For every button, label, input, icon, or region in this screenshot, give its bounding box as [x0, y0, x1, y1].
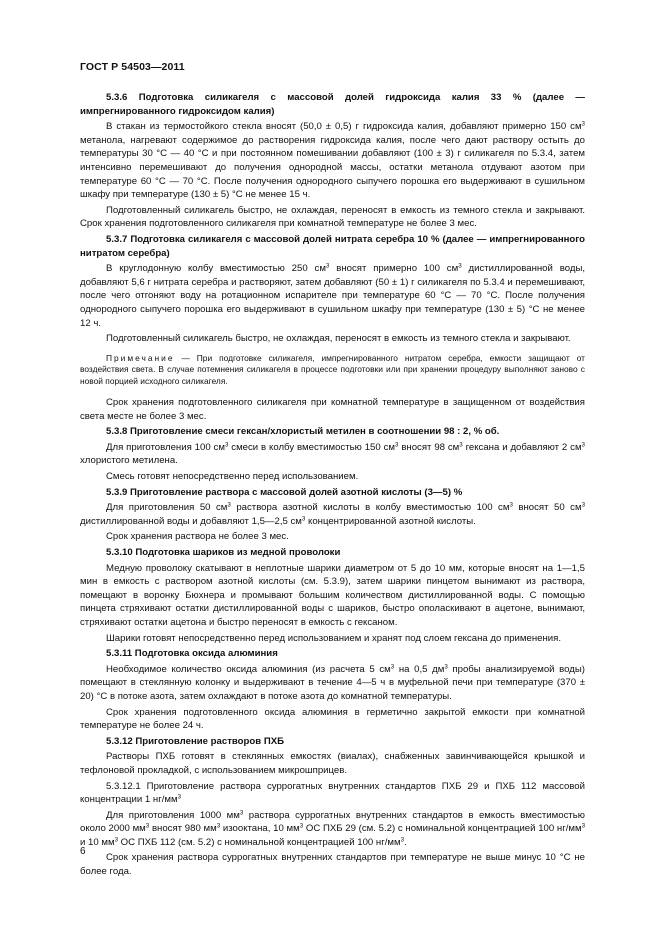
section-5-3-10-paragraph-2: Шарики готовят непосредственно перед использованием и хранят под слоем гексана до применения.: [106, 632, 561, 644]
section-5-3-12-paragraph-3: Для приготовления 1000 $мм^3$ раствора суррогатных внутренних стандартов в емкость вместимостью около 2000 $мм^3$ вносят 980 $мм^3$ изооктана, 10 $мм^3$ ОС ПХБ 29 (см. 5.2) с номинальной концентрацией 100 $нг/мм^3$ и 10 $мм^3$ ОС ПХБ 112 (см. 5.2) с номинальной концентрацией 100 $нг/мм^3$.: [80, 809, 586, 848]
document-header: ГОСТ Р 54503—2011: [80, 61, 185, 73]
section-5-3-6-paragraph-1: В стакан из термостойкого стекла вносят (50,0 ± 0,5) г гидроксида калия, добавляют примерно 150 $см^3$ метанола, нагревают содержимое до растворения гидроксида калия, после чего дают раствору остыть до температуры 30 °С — 40 °С и при постоянном помешивании добавляют (100 ± 3) г силикагеля по 5.3.4, затем интенсивно перемешивают до получения однородной массы, остатки метанола отдувают азотом при температуре 60 °С — 70 °С. После получения однородного сыпучего порошка его выдерживают в сушильном шкафу при температуре (130 ± 5) °С не менее 15 ч.: [80, 120, 585, 201]
section-5-3-10-paragraph-1: Медную проволоку скатывают в неплотные шарики диаметром от 5 до 10 мм, которые вносят на 1—1,5 мин в емкость с раствором азотной кислоты (см. 5.3.9), затем шарики пинцетом вынимают из раствора, помещают в воронку Бюхнера и промывают большим количеством дистиллированной воды. С помощью пинцета стряхивают остатки дистиллированной воды с шариков, быстро ополаскивают в ацетоне, вынимают, стряхивают остатки ацетона и быстро переносят в емкость с гексаном.: [80, 562, 585, 628]
page-number: 6: [80, 846, 86, 857]
note-text: — При подготовке силикагеля, импрегнированного нитратом серебра, емкости защищают от воздействия света. В случае потемнения силикагеля в процессе подготовки или при хранении процедуру выполняют заново с новой порцией исходного силикагеля.: [80, 352, 585, 387]
section-5-3-10-heading: 5.3.10 Подготовка шариков из медной проволоки: [106, 547, 341, 559]
section-5-3-6-heading: 5.3.6 Подготовка силикагеля с массовой долей гидроксида калия 33 % (далее — импрегнированного гидроксидом калия): [80, 92, 585, 117]
section-5-3-9-paragraph-1: Для приготовления 50 $см^3$ раствора азотной кислоты в колбу вместимостью 100 $см^3$ вносят 50 $см^3$ дистиллированной воды и добавляют 1,5—2,5 $см^3$ концентрированной азотной кислоты.: [80, 501, 586, 527]
section-5-3-7-note: [80, 353, 585, 388]
section-5-3-11-paragraph-2: Срок хранения подготовленного оксида алюминия в герметично закрытой емкости при комнатной температуре не более 24 ч.: [80, 706, 585, 732]
section-5-3-9-paragraph-2: Срок хранения раствора не более 3 мес.: [106, 531, 289, 543]
section-5-3-7-paragraph-2: Подготовленный силикагель быстро, не охлаждая, переносят в емкость из темного стекла и закрывают.: [106, 333, 571, 345]
section-5-3-11-heading: 5.3.11 Подготовка оксида алюминия: [106, 648, 278, 660]
page-content: [80, 91, 585, 881]
section-5-3-8-paragraph-1: Для приготовления 100 $см^3$ смеси в колбу вместимостью 150 $см^3$ вносят 98 $см^3$ гексана и добавляют 2 $см^3$ хлористого метилена.: [80, 441, 585, 467]
section-5-3-8-heading: 5.3.8 Приготовление смеси гексан/хлористый метилен в соотношении 98 : 2, % об.: [106, 426, 500, 438]
section-5-3-12-1-paragraph: 5.3.12.1 Приготовление раствора суррогатных внутренних стандартов ПХБ 29 и ПХБ 112 массовой концентрации 1 $нг/мм^3$: [80, 780, 585, 806]
section-5-3-12-paragraph-4: Срок хранения раствора суррогатных внутренних стандартов при температуре не выше минус 10 °С не более года.: [80, 852, 585, 878]
section-5-3-8-paragraph-2: Смесь готовят непосредственно перед использованием.: [106, 471, 359, 483]
section-5-3-6-paragraph-2: Подготовленный силикагель быстро, не охлаждая, переносят в емкость из темного стекла и закрывают. Срок хранения подготовленного силикагеля при комнатной температуре не более 3 мес.: [80, 204, 585, 230]
section-5-3-12-heading: 5.3.12 Приготовление растворов ПХБ: [106, 735, 285, 747]
section-5-3-7-paragraph-1: В круглодонную колбу вместимостью 250 $см^3$ вносят примерно 100 $см^3$ дистиллированной воды, добавляют 5,6 г нитрата серебра и растворяют, затем добавляют (50 ± 1) г силикагеля по 5.3.4 и перемешивают, после чего отгоняют воду на ротационном испарителе при температуре 60 °С — 70 °С. После получения однородного сыпучего порошка его выдерживают в сушильном шкафу при температуре (130 ± 5) °С не менее 12 ч.: [80, 262, 586, 329]
section-5-3-12-paragraph-1: Растворы ПХБ готовят в стеклянных емкостях (виалах), снабженных завинчивающейся крышкой и тефлоновой прокладкой, с использованием микрошприцев.: [80, 751, 585, 776]
section-5-3-9-heading: 5.3.9 Приготовление раствора с массовой долей азотной кислоты (3—5) %: [106, 486, 463, 498]
section-5-3-11-paragraph-1: Необходимое количество оксида алюминия (из расчета 5 $см^3$ на 0,5 $дм^3$ пробы анализируемой воды) помещают в стеклянную колонку и выдерживают в течение 4—5 ч в муфельной печи при температуре (370 ± 20) °С в потоке азота, затем охлаждают в потоке азота до комнатной температуры.: [80, 663, 585, 702]
section-5-3-7-paragraph-3: Срок хранения подготовленного силикагеля при комнатной температуре в защищенном от воздействия света месте не более 3 мес.: [80, 397, 585, 422]
section-5-3-7-heading: 5.3.7 Подготовка силикагеля с массовой долей нитрата серебра 10 % (далее — импрегнированного нитратом серебра): [80, 233, 585, 259]
note-label: Примечание: [106, 352, 175, 363]
